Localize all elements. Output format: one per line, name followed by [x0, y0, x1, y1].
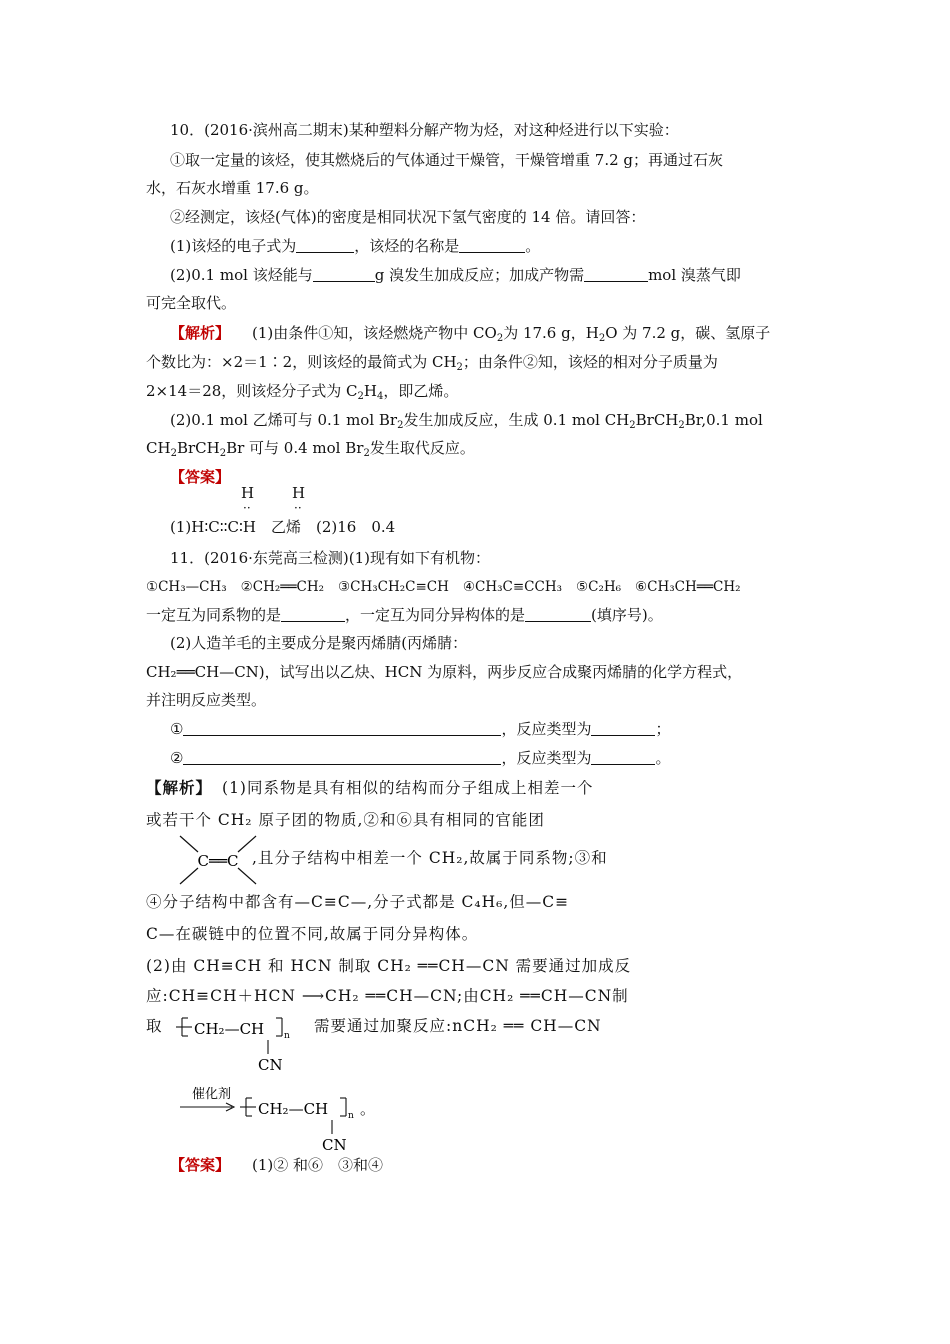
electron-pair-dots-1: ·· — [243, 501, 251, 515]
q11-reaction-1: ① ，反应类型为 ； — [170, 720, 671, 738]
polymerization-equation — [180, 1084, 380, 1154]
period: 。 — [360, 1100, 376, 1118]
a11-line4: ④分子结构中都含有—C≡C—,分子式都是 C₄H₆,但—C≡ — [146, 893, 570, 911]
answer-blank — [281, 607, 345, 622]
polymer-unit: CH₂—CH — [194, 1020, 265, 1038]
answer-blank — [584, 267, 648, 282]
a11-answer: 【答案】 (1)② 和⑥ ③和④ — [170, 1156, 384, 1174]
q11-part1-question: 一定互为同系物的是 ，一定互为同分异构体的是 (填序号)。 — [146, 606, 663, 624]
cyano-group: CN — [322, 1136, 347, 1154]
electron-formula-h-top-2: H — [292, 484, 306, 502]
catalyst-label: 催化剂 — [192, 1087, 232, 1102]
q11-reaction-2: ② ，反应类型为 。 — [170, 749, 671, 767]
a11-line5: C—在碳链中的位置不同,故属于同分异构体。 — [146, 925, 479, 943]
a11-line2: 或若干个 CH₂ 原子团的物质,②和⑥具有相同的官能团 — [146, 811, 545, 829]
q11-title: 11．(2016·东莞高三检测)(1)现有如下有机物： — [170, 549, 490, 567]
compound-1: ①CH₃—CH₃ — [146, 579, 227, 595]
compound-3: ③CH₃CH₂C≡CH — [338, 579, 449, 595]
polymer-n: n — [284, 1031, 290, 1041]
a11-line7: 应:CH≡CH＋HCN ⟶CH₂ ══CH—CN;由CH₂ ══CH—CN制 — [146, 987, 629, 1005]
answer-blank — [183, 721, 501, 736]
answer-blank — [296, 238, 354, 253]
answer-blank — [313, 267, 375, 282]
q11-compounds — [146, 577, 741, 597]
a10-line5: $CH_2BrCH_2Br$ 可与 0.4 mol $Br_2$发生取代反应。 — [146, 439, 475, 459]
q10-part1: (1)该烃的电子式为 ，该烃的名称是 。 — [170, 237, 541, 255]
answer-blank — [459, 238, 525, 253]
compound-6: ⑥CH₃CH══CH₂ — [635, 579, 741, 595]
analysis-tag: 【解析】 — [170, 324, 231, 342]
q10-step2: ②经测定，该烃(气体)的密度是相同状况下氢气密度的 14 倍。请回答： — [170, 208, 646, 226]
a10-line3: 2×14＝28，则该烃分子式为 $C_2H_4$，即乙烯。 — [146, 382, 459, 402]
electron-pair-dots-2: ·· — [294, 501, 302, 515]
cyano-group: CN — [258, 1056, 283, 1074]
q11-part2-cont: CH₂══CH—CN)，试写出以乙炔、HCN 为原料，两步反应合成聚丙烯腈的化学方程式， — [146, 663, 743, 681]
compound-5: ⑤C₂H₆ — [576, 579, 622, 595]
polymer-unit: CH₂—CH — [258, 1100, 329, 1118]
answer-blank — [591, 721, 655, 736]
a10-line2: 个数比为：×2＝1∶2，则该烃的最简式为 $CH_2$；由条件②知，该烃的相对分子质量为 — [146, 353, 718, 373]
alkene-cc: C══C — [197, 852, 239, 870]
q10-title: 10．(2016·滨州高二期末)某种塑料分解产物为烃，对这种烃进行以下实验： — [170, 121, 679, 139]
q11-part2: (2)人造羊毛的主要成分是聚丙烯腈(丙烯腈： — [170, 634, 468, 652]
a11-line8: 需要通过加聚反应:nCH₂ ══ CH—CN — [314, 1017, 602, 1035]
compound-4: ④CH₃C≡CCH₃ — [462, 579, 563, 595]
a11-line6: (2)由 CH≡CH 和 HCN 制取 CH₂ ══CH—CN 需要通过加成反 — [146, 957, 632, 975]
a11-line1: 【解析】 (1)同系物是具有相似的结构而分子组成上相差一个 — [146, 778, 594, 797]
polymer-structure-1 — [176, 1012, 306, 1074]
a10-answer: (1)H∶C∶∶C∶H 乙烯 (2)16 0.4 — [170, 518, 396, 536]
polymer-n: n — [348, 1111, 354, 1121]
q10-part2: (2)0.1 mol 该烃能与 g 溴发生加成反应；加成产物需 mol 溴蒸气即 — [170, 266, 741, 284]
a10-line1: 【解析】 (1)由条件①知，该烃燃烧产物中 $CO_2$为 17.6 g，$H_2O$ 为 7.2 g，碳、氢原子 — [170, 324, 771, 344]
q10-step1-cont: 水，石灰水增重 17.6 g。 — [146, 179, 319, 197]
q10-part2-cont: 可完全取代。 — [146, 294, 237, 312]
answer-blank — [525, 607, 591, 622]
compound-2: ②CH₂══CH₂ — [240, 579, 325, 595]
a11-line8-prefix: 取 — [146, 1017, 163, 1035]
a10-answer-tag: 【答案】 — [170, 468, 231, 486]
a11-line3: ,且分子结构中相差一个 CH₂,故属于同系物;③和 — [252, 849, 608, 867]
electron-formula-h-top-1: H — [241, 484, 255, 502]
answer-blank — [183, 750, 501, 765]
answer-blank — [591, 750, 655, 765]
q10-step1: ①取一定量的该烃，使其燃烧后的气体通过干燥管，干燥管增重 7.2 g；再通过石灰 — [170, 151, 723, 169]
a10-line4: (2)0.1 mol 乙烯可与 0.1 mol $Br_2$发生加成反应，生成 0.1 mol $CH_2BrCH_2Br,0.1$ mol — [170, 411, 763, 431]
q11-part2-cont2: 并注明反应类型。 — [146, 691, 267, 709]
